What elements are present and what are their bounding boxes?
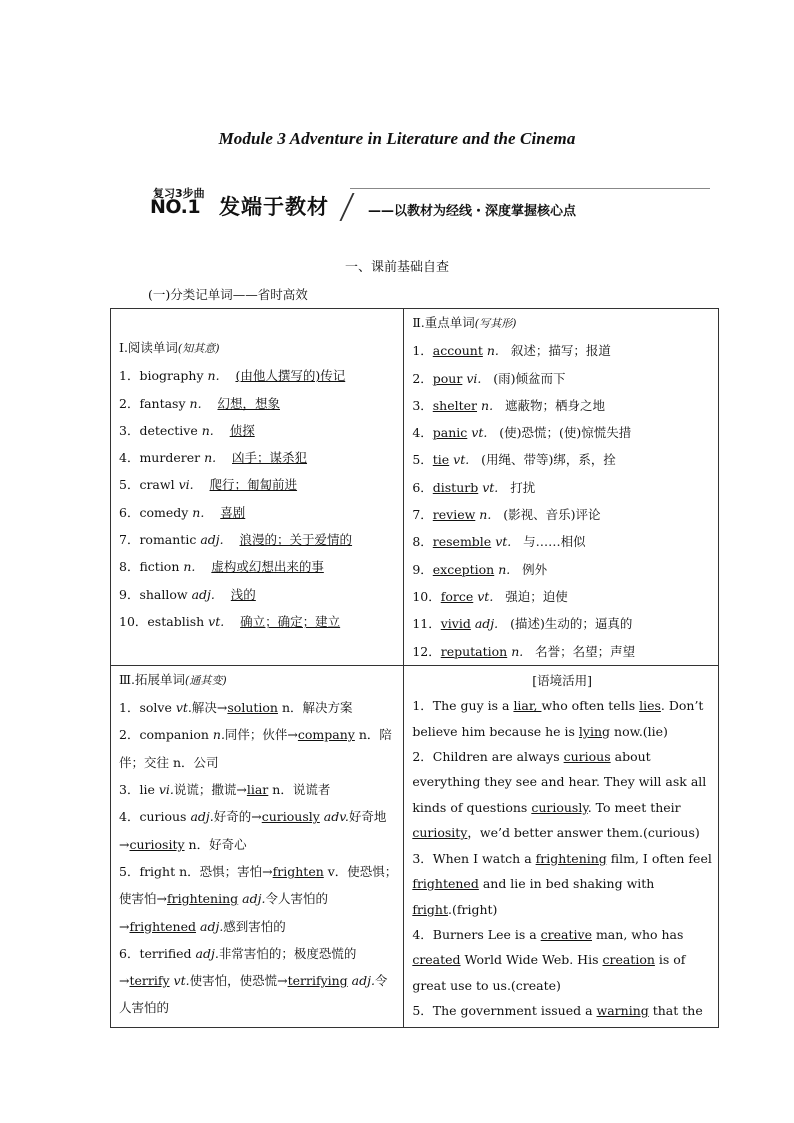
- item-word: murderer: [139, 450, 201, 466]
- answer-blank: frightened: [412, 876, 479, 892]
- answer-blank: terrify: [129, 973, 170, 989]
- answer-blank: liar: [246, 782, 269, 798]
- line-text: adj.: [238, 891, 266, 907]
- extension-list: [111, 666, 403, 1022]
- text-line: [119, 967, 397, 994]
- item-pos: n.: [511, 643, 524, 659]
- text-line: [119, 885, 397, 912]
- line-text: 3．lie: [119, 782, 159, 798]
- answer-blank: terrifying: [287, 973, 348, 989]
- line-text: vi.: [158, 782, 174, 798]
- line-text: 好奇地: [348, 809, 387, 825]
- line-text: 1．solve: [119, 700, 176, 716]
- text-line: [119, 776, 397, 803]
- context-cell: [404, 665, 719, 1027]
- item-answer: tie: [432, 452, 450, 468]
- key-item: [412, 528, 712, 555]
- item-pos: n.: [192, 504, 205, 520]
- item-word: detective: [139, 422, 198, 438]
- banner-subtitle: ——以教材为经线・深度掌握核心点: [368, 204, 577, 219]
- item-pos: n.: [183, 559, 196, 575]
- line-text: about: [610, 749, 651, 765]
- reading-heading-note: (知其意): [177, 342, 220, 355]
- line-text: 非常害怕的；极度恐慌的: [218, 945, 357, 961]
- item-answer: 爬行；匍匐前进: [209, 477, 298, 493]
- reading-item: [119, 608, 397, 635]
- answer-blank: company: [297, 727, 355, 743]
- reading-item: [119, 444, 397, 471]
- item-answer: pour: [432, 370, 463, 386]
- item-answer: 侦探: [229, 422, 255, 438]
- extension-words-cell: [111, 665, 404, 1027]
- item-number: 7．: [412, 507, 433, 523]
- line-text: →: [119, 918, 130, 934]
- line-text: 3．When I watch a: [412, 850, 536, 866]
- text-line: [119, 858, 397, 885]
- item-answer: panic: [432, 425, 468, 441]
- banner-slash: [339, 193, 354, 221]
- answer-blank: frightened: [129, 918, 197, 934]
- line-text: adv.: [319, 809, 349, 825]
- text-line: [119, 913, 397, 940]
- line-text: . Don’t: [660, 698, 704, 714]
- item-pos: vt.: [477, 588, 494, 604]
- answer-blank: curiosity: [129, 836, 185, 852]
- item-pos: n.: [481, 397, 494, 413]
- item-number: 3．: [119, 422, 140, 438]
- line-text: 使害怕→: [119, 891, 167, 907]
- item-meaning: (雨)倾盆而下: [493, 370, 566, 386]
- item-word: biography: [139, 368, 204, 384]
- line-text: 4．curious: [119, 809, 191, 825]
- key-item: [412, 446, 712, 473]
- line-text: →: [119, 836, 130, 852]
- key-heading: [412, 309, 712, 337]
- answer-blank: liar,: [513, 698, 542, 714]
- item-answer: 确立；确定；建立: [240, 613, 341, 629]
- banner-main-label: 发端于教材: [219, 195, 329, 219]
- line-text: film, I often feel: [606, 850, 712, 866]
- item-pos: vi.: [466, 370, 482, 386]
- text-line: [119, 803, 397, 830]
- key-item: [412, 419, 712, 446]
- key-item: [412, 474, 712, 501]
- line-text: and lie in bed shaking with: [478, 876, 655, 892]
- line-text: vt.: [175, 700, 192, 716]
- text-line: [412, 922, 712, 947]
- answer-blank: warning: [596, 1003, 649, 1019]
- reading-item: [119, 553, 397, 580]
- item-meaning: 名誉；名望；声望: [535, 643, 636, 659]
- item-word: shallow: [139, 586, 188, 602]
- line-text: 好奇的→: [213, 809, 262, 825]
- item-pos: adj.: [200, 532, 224, 548]
- line-text: n．好奇心: [184, 836, 247, 852]
- item-pos: vt.: [471, 425, 488, 441]
- text-line: [412, 973, 712, 998]
- text-line: [119, 831, 397, 858]
- answer-blank: lying: [578, 723, 611, 739]
- key-item: [412, 365, 712, 392]
- key-item: [412, 583, 712, 610]
- key-heading-note: (写其形): [474, 317, 517, 330]
- extension-heading-note: (通其变): [185, 673, 227, 687]
- item-answer: 浪漫的；关于爱情的: [239, 532, 353, 548]
- item-number: 12．: [412, 643, 441, 659]
- item-answer: 虚构或幻想出来的事: [211, 559, 324, 575]
- line-text: who often tells: [541, 698, 640, 714]
- item-number: 9．: [119, 586, 140, 602]
- reading-list: [111, 309, 403, 635]
- text-line: [119, 940, 397, 967]
- section-heading: 一、课前基础自查: [344, 260, 449, 275]
- item-meaning: (描述)生动的；逼真的: [510, 616, 633, 632]
- item-answer: disturb: [432, 479, 479, 495]
- line-text: believe him because he is: [412, 723, 579, 739]
- item-number: 7．: [119, 532, 140, 548]
- answer-blank: created: [412, 952, 461, 968]
- line-text: v．使恐惧；: [323, 863, 398, 879]
- key-item: [412, 501, 712, 528]
- item-answer: 凶手；谋杀犯: [232, 450, 308, 466]
- item-pos: n.: [204, 450, 217, 466]
- item-number: 1．: [119, 368, 140, 384]
- item-meaning: (影视、音乐)评论: [503, 507, 601, 523]
- line-text: adj.: [347, 973, 375, 989]
- item-number: 9．: [412, 561, 433, 577]
- item-number: 3．: [412, 397, 433, 413]
- text-line: [412, 820, 712, 845]
- reading-item: [119, 471, 397, 498]
- key-item: [412, 337, 712, 364]
- item-number: 10．: [412, 588, 441, 604]
- subsection-heading: (一)分类记单词——省时高效: [148, 287, 308, 302]
- item-pos: n.: [189, 395, 202, 411]
- line-text: n．说谎者: [268, 782, 331, 798]
- banner-small-label: 复习3步曲: [153, 187, 205, 200]
- item-meaning: 遮蔽物；栖身之地: [504, 397, 605, 413]
- item-answer: force: [440, 588, 474, 604]
- item-pos: adj.: [474, 616, 499, 632]
- answer-blank: fright: [412, 901, 448, 917]
- item-number: 5．: [119, 477, 140, 493]
- item-meaning: (使)恐慌；(使)惊慌失措: [499, 425, 632, 441]
- key-item: [412, 392, 712, 419]
- section-banner: [150, 183, 710, 223]
- vocab-table: [110, 308, 719, 1028]
- line-text: 2．Children are always: [412, 749, 564, 765]
- line-text: 1．The guy is a: [412, 698, 514, 714]
- line-text: man, who has: [591, 926, 684, 942]
- answer-blank: frightening: [166, 891, 239, 907]
- text-line: [119, 994, 397, 1021]
- reading-heading: [119, 334, 397, 362]
- line-text: 令: [374, 973, 388, 989]
- item-answer: review: [432, 507, 476, 523]
- page-title: Module 3 Adventure in Literature and the Cinema: [218, 129, 576, 148]
- item-number: 6．: [119, 504, 140, 520]
- line-text: adj.: [195, 945, 219, 961]
- line-text: adj.: [196, 918, 224, 934]
- line-text: that the: [648, 1003, 703, 1019]
- line-text: ，we’d better answer them.(curious): [467, 825, 700, 841]
- line-text: 2．companion: [119, 727, 213, 743]
- key-heading-text: Ⅱ.重点单词: [412, 315, 475, 330]
- item-answer: reputation: [440, 643, 508, 659]
- item-pos: vt.: [482, 479, 499, 495]
- item-meaning: 叙述；描写；报道: [510, 343, 611, 359]
- line-text: 令人害怕的: [265, 891, 328, 907]
- key-item: [412, 638, 712, 665]
- item-number: 4．: [119, 450, 140, 466]
- line-text: is of: [654, 952, 686, 968]
- text-line: [412, 769, 712, 794]
- item-number: 5．: [412, 452, 433, 468]
- line-text: 5．The government issued a: [412, 1003, 597, 1019]
- key-list: [404, 309, 718, 665]
- reading-item: [119, 581, 397, 608]
- reading-item: [119, 499, 397, 526]
- item-pos: adj.: [191, 586, 215, 602]
- line-text: 人害怕的: [119, 1000, 170, 1016]
- line-text: 伴；交往 n．公司: [119, 754, 219, 770]
- line-text: n．恐惧；害怕→: [179, 863, 273, 879]
- item-number: 8．: [119, 559, 140, 575]
- item-word: establish: [147, 613, 205, 629]
- item-answer: exception: [432, 561, 495, 577]
- answer-blank: solution: [227, 700, 278, 716]
- text-line: [119, 749, 397, 776]
- line-text: adj.: [190, 809, 214, 825]
- answer-blank: curiously: [261, 809, 320, 825]
- line-text: .(fright): [448, 901, 498, 917]
- context-heading: [语境活用]: [532, 672, 592, 688]
- item-pos: vi.: [178, 477, 194, 493]
- reading-words-cell: [111, 309, 404, 666]
- item-word: romantic: [139, 532, 197, 548]
- item-answer: resemble: [432, 534, 492, 550]
- text-line: [412, 795, 712, 820]
- line-text: vt.: [169, 973, 190, 989]
- extension-heading: [119, 666, 397, 694]
- item-word: comedy: [139, 504, 189, 520]
- item-meaning: 例外: [522, 561, 548, 577]
- text-line: [412, 897, 712, 922]
- line-text: great use to us.(create): [412, 977, 561, 993]
- item-number: 10．: [119, 613, 148, 629]
- line-text: 同伴；伙伴→: [224, 727, 298, 743]
- text-line: [412, 846, 712, 871]
- line-text: 5．fright: [119, 863, 180, 879]
- answer-blank: curious: [563, 749, 611, 765]
- item-number: 11．: [412, 616, 441, 632]
- text-line: [412, 744, 712, 769]
- banner-rule: [350, 188, 710, 189]
- line-text: n．解决方案: [277, 700, 353, 716]
- key-item: [412, 556, 712, 583]
- item-pos: n.: [201, 422, 214, 438]
- extension-heading-text: Ⅲ.拓展单词: [119, 671, 186, 687]
- item-meaning: 强迫；迫使: [505, 588, 568, 604]
- text-line: [412, 947, 712, 972]
- answer-blank: frighten: [272, 863, 324, 879]
- key-item: [412, 610, 712, 637]
- item-word: fantasy: [139, 395, 186, 411]
- line-text: everything they see and hear. They will ask all: [412, 774, 707, 790]
- text-line: [412, 998, 712, 1023]
- answer-blank: curiously: [531, 799, 588, 815]
- item-pos: n.: [479, 507, 492, 523]
- line-text: n．陪: [354, 727, 392, 743]
- reading-item: [119, 362, 397, 389]
- text-line: [119, 694, 397, 721]
- line-text: 使害怕，使恐慌→: [189, 973, 288, 989]
- answer-blank: creation: [602, 952, 655, 968]
- item-number: 6．: [412, 479, 433, 495]
- answer-blank: lies: [639, 698, 661, 714]
- line-text: World Wide Web. His: [460, 952, 603, 968]
- reading-item: [119, 390, 397, 417]
- item-pos: n.: [207, 368, 220, 384]
- item-answer: 幻想，想象: [217, 395, 280, 411]
- item-meaning: (用绳、带等)绑，系，拴: [481, 452, 616, 468]
- item-meaning: 与……相似: [523, 534, 586, 550]
- line-text: 6．terrified: [119, 945, 196, 961]
- item-pos: n.: [486, 343, 499, 359]
- item-pos: n.: [498, 561, 511, 577]
- item-number: 2．: [412, 370, 433, 386]
- context-list: [404, 666, 718, 1024]
- text-line: [412, 719, 712, 744]
- item-answer: (由他人撰写的)传记: [235, 368, 346, 384]
- text-line: [412, 871, 712, 896]
- line-text: →: [119, 973, 130, 989]
- text-line: [119, 721, 397, 748]
- item-number: 8．: [412, 534, 433, 550]
- item-number: 1．: [412, 343, 433, 359]
- item-pos: vt.: [495, 534, 512, 550]
- answer-blank: curiosity: [412, 825, 468, 841]
- item-word: fiction: [139, 559, 180, 575]
- reading-item: [119, 526, 397, 553]
- answer-blank: creative: [540, 926, 592, 942]
- line-text: 感到害怕的: [223, 918, 286, 934]
- banner-number: NO.1: [150, 196, 201, 218]
- line-text: now.(lie): [610, 723, 668, 739]
- line-text: 说谎；撒谎→: [173, 782, 247, 798]
- key-words-cell: [404, 309, 719, 666]
- item-number: 2．: [119, 395, 140, 411]
- item-answer: shelter: [432, 397, 478, 413]
- item-number: 4．: [412, 425, 433, 441]
- item-answer: 喜剧: [220, 504, 246, 520]
- item-pos: vt.: [208, 613, 225, 629]
- item-answer: account: [432, 343, 483, 359]
- item-meaning: 打扰: [510, 479, 536, 495]
- item-pos: vt.: [453, 452, 470, 468]
- line-text: n.: [212, 727, 225, 743]
- item-answer: vivid: [440, 616, 471, 632]
- line-text: 解决→: [191, 700, 228, 716]
- reading-heading-text: Ⅰ.阅读单词: [119, 340, 178, 355]
- item-answer: 浅的: [230, 586, 256, 602]
- text-line: [412, 693, 712, 718]
- reading-item: [119, 417, 397, 444]
- answer-blank: frightening: [535, 850, 607, 866]
- item-word: crawl: [139, 477, 175, 493]
- line-text: . To meet their: [587, 799, 681, 815]
- line-text: 4．Burners Lee is a: [412, 926, 541, 942]
- line-text: kinds of questions: [412, 799, 532, 815]
